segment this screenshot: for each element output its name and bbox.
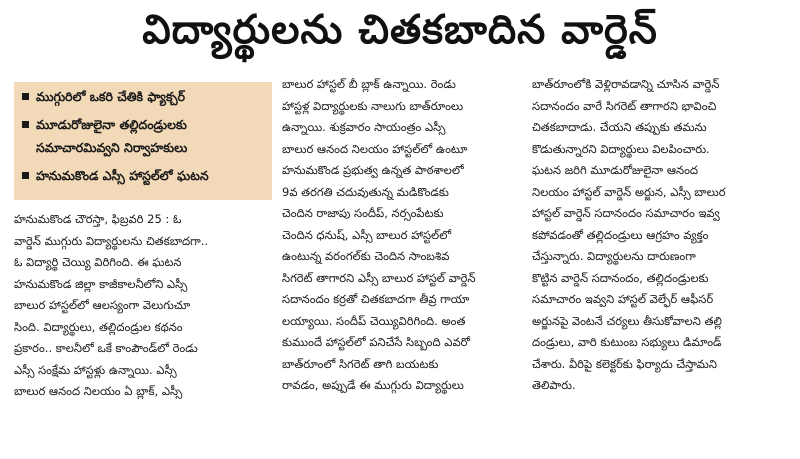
article-line: హాస్టల్ వార్డెన్ సదానందం సమాచారం ఇవ్వ	[532, 206, 720, 220]
article-line: సమాచారం ఇవ్వని హాస్టల్ వెల్ఫేర్ ఆఫీసర్	[532, 292, 714, 306]
article-line: అర్జునపై వెంటనే చర్యలు తీసుకోవాలని తల్లి	[532, 313, 722, 328]
article-line: బాలుర ఆనంద నిలయం హాస్టల్‌లో ఉంటూ	[282, 141, 468, 156]
article-line: చేస్తున్నారు. విద్యార్థులను దారుణంగా	[532, 249, 696, 263]
article-line: ఘటన జరిగి మూడురోజులైనా ఆనంద	[532, 163, 699, 177]
article-line: తెలిపారు.	[532, 378, 576, 392]
article-line: చెందిన ధనుష్, ఎస్సీ బాలుర హాస్టల్‌లో	[282, 227, 452, 242]
article-line: కొడుతున్నారని విద్యార్థులు విలపించారు.	[532, 141, 710, 156]
article-line: సదానందం కర్రతో చితకబాదగా తీవ్ర గాయా	[282, 292, 470, 306]
article-line: నిలయం హాస్టల్ వార్డెన్ అర్జున, ఎస్సీ బాలుర	[532, 184, 726, 199]
highlight-line: హనుమకొండ ఎస్సీ హాస్టల్‌లో ఘటన	[36, 168, 209, 183]
article-line: చితకబాదాడు. చేయని తప్పుకు తమను	[532, 120, 707, 134]
article-column-3	[532, 74, 794, 397]
highlight-item	[14, 161, 272, 189]
bullet-square-icon	[22, 93, 29, 100]
article-line: కొట్టిన వార్డెన్ సదానందం, తల్లిదండ్రులకు	[532, 270, 709, 285]
article-line: హనుమకొండ జిల్లా కాజీకాలనీలోని ఎస్సీ	[14, 276, 188, 291]
article-line: బాత్‌రూంలో సిగరెట్ తాగి బయటకు	[282, 356, 439, 371]
article-line: బాలుర ఆనంద నిలయం ఏ బ్లాక్, ఎస్సీ	[14, 384, 183, 398]
article-line: చేశారు. వీరిపై కలెక్టర్‌కు ఫిర్యాదు చేస్తామని	[532, 356, 717, 371]
article-line: ఉంటున్న వరంగల్‌కు చెందిన సాంబశివ	[282, 249, 450, 263]
bullet-square-icon	[22, 172, 29, 179]
highlight-line: సమాచారమివ్వని నిర్వాహకులు	[36, 140, 188, 155]
article-line: చెందిన రాజాపు సందీప్, నర్సంపేటకు	[282, 206, 444, 220]
article-line: సదానందం వారే సిగరెట్ తాగారని భావించి	[532, 98, 717, 113]
article-line: రావడం, అప్పుడే ఈ ముగ్గురు విద్యార్థులు	[282, 378, 464, 392]
headline: విద్యార్థులను చితకబాదిన వార్డెన్	[142, 7, 658, 53]
article-line: బాలుర హాస్టల్‌లో ఆలస్యంగా వెలుగుచూ	[14, 298, 191, 312]
highlight-line: ముగ్గురిలో ఒకరి చేతికి ఫ్యాక్చర్	[36, 89, 185, 104]
highlight-line: మూడురోజులైనా తల్లిదండ్రులకు	[36, 117, 187, 132]
article-line: బాత్‌రూంలోకి వెళ్లిరావడాన్ని చూసిన వార్డెన్	[532, 77, 720, 91]
highlights-box	[14, 82, 272, 200]
article-column-1	[14, 209, 272, 403]
article-line: ఎస్సీ సంక్షేమ హాస్టళ్లు ఉన్నాయి. ఎస్సీ	[14, 362, 177, 377]
article-line: బాలుర హాస్టల్ బీ బ్లాక్ ఉన్నాయి. రెండు	[282, 77, 456, 91]
article-line: హనుమకొండ ప్రభుత్వ ఉన్నత పాఠశాలలో	[282, 163, 464, 177]
article-line: హాస్టళ్ల విద్యార్థులకు నాలుగు బాత్‌రూంలు	[282, 98, 464, 113]
article-line: ఓ విద్యార్థి చెయ్యి విరిగింది. ఈ ఘటన	[14, 255, 182, 269]
article-line: సింది. విద్యార్థులు, తల్లిదండ్రుల కథనం	[14, 319, 183, 334]
article-column-2	[282, 74, 524, 397]
article-line: దండ్రులు, వారి కుటుంబ సభ్యులు డిమాండ్	[532, 335, 722, 349]
article-line: 9వ తరగతి చదువుతున్న మడికొండకు	[282, 184, 449, 199]
bullet-square-icon	[22, 121, 29, 128]
article-line: హనుమకొండ చౌరస్తా, ఫిబ్రవరి 25 : ఓ	[14, 212, 182, 226]
article-line: ఉన్నాయి. శుక్రవారం సాయంత్రం ఎస్సీ	[282, 120, 446, 134]
article-line: కుముందే హాస్టల్‌లో పనిచేసే సిబ్బంది ఎవరో	[282, 335, 470, 349]
article-line: ప్రకారం.. కాలనీలో ఒకే కాంపౌండ్‌లో రెండు	[14, 341, 198, 355]
article-line: సిగరెట్ తాగారని ఎస్సీ బాలుర హాస్టల్ వార్డెన్	[282, 270, 476, 285]
article-line: లయ్యాయి. సందీప్ చెయ్యివిరిగింది. అంత	[282, 313, 466, 328]
article-line: కపోవడంతో తల్లిదండ్రులు ఆగ్రహం వ్యక్తం	[532, 227, 709, 242]
highlight-item	[14, 82, 272, 110]
highlight-item	[14, 110, 272, 161]
article-line: వార్డెన్ ముగ్గురు విద్యార్థులను చితకబాదగా..	[14, 233, 209, 248]
